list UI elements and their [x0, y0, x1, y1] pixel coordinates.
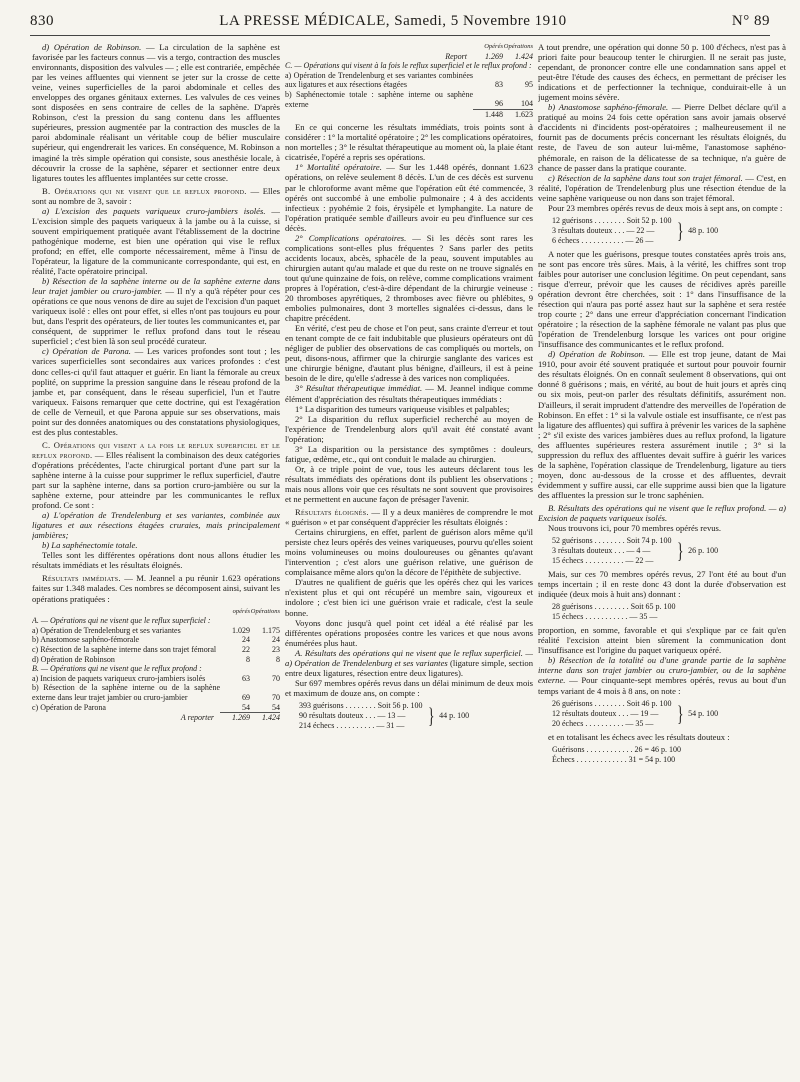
- column-1: [32, 42, 280, 1072]
- paragraph: 2° Complications opératoires. — Si les décès sont rares les complications sont-elles plus fréquentes ? Sans parler des petits accidents locaux, abcès, sphacèle de la peau, souvent imputables au chirurgien autant qu'au malade et que du reste on ne trouve signalés en tout qu'une quinzaine de fois, on relève, comme complications vraiment propres à l'opération, c'est-à-dire dépendant de la chirurgie veineuse : 20 thromboses apyrétiques, 2 thromboses avec fièvre ou phlébites, 9 embolies pulmonaires, dont 3 mortelles signalées ci-dessus, dans le chapitre précédent.: [285, 232, 533, 324]
- paragraph: d) Opération de Robinson. — Elle est trop jeune, datant de Mai 1910, pour avoir été souvent pratiquée et surtout pour pouvoir fournir des résultats éloignés. On en connaît seulement 8 observations, qui ont donné 8 guérisons ; mais, en vérité, au bout de huit jours et après cinq ou six mois, peut-on parler des résultats définitifs, assurément non. D'ailleurs, il serait imprudent d'attendre des merveilles de l'opération de Robinson. En effet : 1° si la valvule ostiale est insuffisante, ce n'est pas la ligature des affluentes) qui suffira à prévenir les varices de la saphène ; 2° s'il existe des varices jambières dues au reflux profond, la ligature des affluentes supérieures restera assurément inutile ; 3° si la suppression du reflux des affluentes devait suffire à guérir les varices de la saphène, l'opération classique de Trendelenburg, ligature au tiers moyen, donc au-dessous de la crosse et des affluentes, devrait évidemment y suffire aussi, car elle supprime aussi bien que la ligature des affluentes la pression sur le tronc saphénien.: [538, 349, 786, 500]
- paragraph: Pour 23 membres opérés revus de deux mois à sept ans, on compte :: [548, 202, 783, 213]
- table-total: A reporter 1.269 1.424: [180, 713, 280, 723]
- section-c: C. Opérations qui visent a la fois le reflux superficiel et le reflux profond. — Elles réalisent la combinaison des deux catégories d'opérations précédentes, l'acte chirurgical portant d'une part sur la saphène interne à la cuisse pour supprimer le reflux superficiel, d'autre part sur la saphène interne, dans sa portion cruro-jambière ou sur la saphène externe, pour atteindre par les communicantes le reflux profond. Ce sont :: [32, 439, 280, 511]
- paragraph: proportion, en somme, favorable et qui s'explique par ce fait qu'en réalité l'excision atteint bien sûrement la communication dont l'insuffisance est l'origine du paquet variqueux opéré.: [538, 625, 786, 656]
- results-block: 26 guérisons . . . . . . . . Soit 46 p. 100 12 résultats douteux . . . — 19 — 20 échecs . . . . . . . . . . — 35 — } 54 p. 100: [552, 698, 719, 728]
- section-deep-reflux-results: B. Résultats des opérations qui ne visent que le reflux profond. — a) Excision de paquets variqueux isolés.: [538, 502, 786, 524]
- paragraph: c) Résection de la saphène dans tout son trajet fémoral. — C'est, en réalité, l'opération de Trendelenburg plus une résection étendue de la veine saphène variqueuse ou non dans son trajet fémoral.: [538, 172, 786, 203]
- paragraph: b) Résection de la totalité ou d'une grande partie de la saphène interne dans son trajet jambier ou cruro-jambier, ou de la saphène externe. — Pour cinquante-sept membres opérés, revus au bout d'un temps variant de 4 mois à 8 ans, on note :: [538, 655, 786, 696]
- paragraph: 3° Résultat thérapeutique immédiat. — M. Jeannel indique comme élément d'appréciation des résultats thérapeutiques immédiats :: [285, 383, 533, 404]
- table-row: a) Opération de Trendelenburg et ses variantes 1.029 1.175: [32, 625, 280, 635]
- paragraph: 1° La disparition des tumeurs variqueuse visibles et palpables;: [295, 403, 510, 414]
- header-rule: [30, 35, 770, 36]
- results-block: 52 guérisons . . . . . . . . Soit 74 p. 100 3 résultats douteux . . . — 4 — 15 échecs . . . . . . . . . . — 22 — } 26 p. 100: [552, 536, 719, 566]
- section-b: B. Opérations qui ne visent que le reflux profond. — Elles sont au nombre de 3, savoir :: [32, 185, 280, 206]
- paragraph: Sur 697 membres opérés revus dans un délai minimum de deux mois et maximum de douze ans, on compte :: [285, 677, 533, 698]
- paragraph: a) L'opération de Trendelenburg et ses variantes, combinée aux ligatures et aux résections étagées cruraies, mais principalement jambières;: [32, 510, 280, 541]
- paragraph: a) L'excision des paquets variqueux cruro-jambiers isolés. — L'excision simple des paquets variqueux à la jambe ou à la cuisse, si souvent empiriquement pratiquée avant l'établissement de la doctrine pathogénique moderne, est bien une opération qui vise le reflux profond; en effet, elle comporte nécessairement, même à l'insu de l'opérateur, la ligature de la communicante correspondante, qui est, en réalité, l'acte opératoire principal.: [32, 205, 280, 277]
- paragraph: A noter que les guérisons, presque toutes constatées après trois ans, ne sont pas encore très sûres. Mais, à la vérité, les chiffres sont trop faibles pour autoriser une conclusion légitime. On peut cependant, sans risque d'erreur, prévoir que les causes de récidives après pareille opération devront être cherchées, soit : 1° dans l'insuffisance de la résection qui n'aura pas porté assez haut sur la saphène et sera restée trop courte ; 2° dans une erreur d'appréciation concernant l'indication opératoire ; la résection de la saphène fémorale ne valant pas plus que l'opération de Trendelenburg lorsque les varices ont pour origine l'insuffisance des communicantes et le reflux profond.: [538, 248, 786, 350]
- results-block: 393 guérisons . . . . . . . . Soit 56 p. 100 90 résultats douteux . . . — 13 — 214 échecs . . . . . . . . . . — 31 — } 44 p. 100: [299, 700, 470, 730]
- paragraph: A tout prendre, une opération qui donne 50 p. 100 d'échecs, n'est pas à priori faite pour beaucoup tenter le chirurgien. Il ne serait pas juste, cependant, de prononcer contre elle une condamnation sans appel et peut-être l'étude des causes des échecs, en permettant de préciser les indications et de perfectionner la technique, conduirait-elle à un jugement moins sévère.: [538, 42, 786, 103]
- paragraph: Voyons donc jusqu'à quel point cet idéal a été réalisé par les différentes opérations proposées contre les varices et que nous avons énumérées plus haut.: [285, 617, 533, 648]
- paragraph: Certains chirurgiens, en effet, parlent de guérison alors même qu'il persiste chez leurs opérés des veines variqueuses, pourvu qu'elles soient moins volumineuses ou moins douloureuses ou gênantes qu'avant l'intervention ; c'est alors une guérison relative, une guérison de complaisance même alors qu'on la décore de l'épithète de subjective.: [285, 527, 533, 578]
- section-immediate-results: Résultats immédiats. — M. Jeannel a pu réunir 1.623 opérations faites sur 1.348 malades. Ces nombres se décomposent ainsi, suivant les opérations pratiquées :: [32, 573, 280, 604]
- paragraph: Nous trouvons ici, pour 70 membres opérés revus.: [548, 523, 722, 534]
- paragraph: b) Résection de la saphène interne ou de la saphène externe dans leur trajet jambier ou cruro-jambier. — Il n'y a qu'à répéter pour ces opérations ce que nous venons de dire au sujet de l'excision d'un paquet variqueux isolé : elles ont pour effet, si elles n'ont pas toujours eu pour but, dans l'esprit des opérateurs, de lier toutes les communicantes et, par conséquent, de supprimer le reflux profond dans tout le réseau superficiel ; c'est bien là son seul procédé curateur.: [32, 276, 280, 347]
- issue-number: N° 89: [731, 12, 770, 29]
- table-row: c) Opération de Parona 54 54: [32, 702, 280, 713]
- table-row: a) Opération de Trendelenburg et ses variantes combinées aux ligatures et aux résections étagées 83 95: [285, 70, 533, 90]
- paragraph: 1° Mortalité opératoire. — Sur les 1.448 opérés, donnant 1.623 opérations, on relève seulement 8 décès. L'un de ces décès est survenu par le chloroforme avant même que l'opération eût été commencée, 3 opérés ont succombé à une embolie pulmonaire ; 4 à des accidents infectieux : pyohémie 2 fois, érysipèle et lymphangite. La nature de l'opération pratiquée semble d'ailleurs avoir eu peu d'influence sur ces décès.: [285, 162, 533, 233]
- page-header: [30, 10, 770, 32]
- column-2: [285, 42, 533, 1072]
- paragraph: En vérité, c'est peu de chose et l'on peut, sans crainte d'erreur et tout en tenant compte de ce fait indubitable que plusieurs opérateurs ont dû négliger de publier des observations de cas compliqués ou mortels, on peut, disons-nous, affirmer que la chirurgie sanglante des varices est une chirurgie bénigne, d'autant plus bénigne, d'ailleurs, il est à peine besoin de le dire, qu'elle s'adresse à des varices non compliquées.: [285, 323, 533, 384]
- paragraph: Mais, sur ces 70 membres opérés revus, 27 l'ont été au bout d'un temps incertain ; il en reste donc 43 dont la durée d'observation est indiquée (deux mois à huit ans) donnant :: [538, 569, 786, 600]
- page-number: 830: [30, 12, 54, 29]
- paragraph: b) La saphénectomie totale.: [42, 540, 138, 551]
- table-row: a) Incision de paquets variqueux cruro-jambiers isolés 63 70: [32, 673, 280, 683]
- table-row: d) Opération de Robinson 8 8: [32, 654, 280, 664]
- paragraph: et en totalisant les échecs avec les résultats douteux :: [548, 731, 730, 742]
- paragraph: d) Opération de Robinson. — La circulation de la saphène est favorisée par les facteurs connus — vis a tergo, contraction des muscles environnants, disposition des valvules — ; elle est contrariée, empêchée par les veines affluentes qui viennent se jeter sur la crosse de cette veine, veines superficielles de la paroi abdominale et celles des enveloppes des organes génitaux externes. Les valvules de ces veines sont disposées en sens contraire de celles de la saphène. D'après Robinson, c'est la pression du sang contenu dans les affluentes supérieures, pression augmentée par la contraction des muscles de la paroi abdominale réalisant un véritable coup de bélier musculaire supérieur, qui engendrerait les varices. En conséquence, M. Robinson a imaginé la très simple opération qui consiste, sous anesthésie locale, à découvrir la crosse de la saphène, séparer et sectionner entre deux ligatures toutes les affluentes implantées sur cette crosse.: [32, 42, 280, 183]
- paragraph: En ce qui concerne les résultats immédiats, trois points sont à considérer : 1° la mortalité opératoire ; 2° les complications opératoires, non mortelles ; 3° le résultat thérapeutique au moment où, la plaie étant cicatrisée, l'opéré a repris ses opérations.: [285, 122, 533, 163]
- results-block: 12 guérisons . . . . . . . . Soit 52 p. 100 3 résultats douteux . . . — 22 — 6 échecs . . . . . . . . . . . — 26 — } 48 p. 100: [552, 215, 719, 245]
- table-row: b) Résection de la saphène interne ou de la saphène externe dans leur trajet jambier ou cruro-jambier 69 70: [32, 683, 280, 702]
- operations-table-continued: Opérés Opérations Report 1.269 1.424 C. — Opérations qui visent à la fois le reflux superficiel et le reflux profond : a) Opération de Trendelenburg et ses variantes combinées aux ligatures et aux résections étagées 83 95 b) Saphénectomie totale : saphène interne ou saphène externe 96 104 1.448 1.623: [285, 43, 533, 119]
- table-row: c) Résection de la saphène interne dans son trajet fémoral 22 23: [32, 644, 280, 654]
- operations-table: opérés Opérations A. — Opérations qui ne visent que le reflux superficiel : a) Opération de Trendelenburg et ses variantes 1.029 1.175 b) Anastomose saphéno-fémorale 24 24 c) Résection de la saphène interne dans son trajet fémoral 22 23 d) Opération de Robinson 8 8 B. — Opérations qui ne visent que le reflux profond : a) Incision de paquets variqueux cruro-jambiers isolés 63 70 b) Résection de la saphène interne ou de la saphène externe dans leur trajet jambier ou cruro-jambier 69 70 c) Opération de Parona 54 54 A reporter 1.269 1.424: [32, 607, 280, 723]
- table-row: b) Saphénectomie totale : saphène interne ou saphène externe 96 104: [285, 89, 533, 109]
- paragraph: 2° La disparition du reflux superficiel recherché au moyen de l'expérience de Trendelenburg alors qu'il avait été constaté avant l'opération;: [285, 413, 533, 444]
- paragraph: 3° La disparition ou la persistance des symptômes : douleurs, fatigue, œdème, etc., qui ont conduit le malade au chirurgien.: [285, 443, 533, 464]
- paragraph: b) Anastomose saphéno-fémorale. — Pierre Delbet déclare qu'il a pratiqué au moins 24 fois cette opération sans avoir jamais observé d'accidents ni d'incidents post-opératoires ; malheureusement il ne fournit pas de documents précis concernant les résultats éloignés, du reste, de l'aveu de son auteur lui-même, l'anastomose saphéno-phémorale, en raison de la délicatesse de sa technique, n'a guère de chance de passer dans la pratique courante.: [538, 102, 786, 173]
- table-row: b) Anastomose saphéno-fémorale 24 24: [32, 635, 280, 645]
- paragraph: c) Opération de Parona. — Les varices profondes sont tout ; les varices superficielles sont secondaires aux varices profondes : c'est donc celles-ci qu'il faut attaquer et guérir. En liant la fémorale au creux poplité, on supprime la pression sanguine dans le réseau profond de la jambe et, par conséquent, dans le réseau superficiel, l'un et l'autre variqueux. Faisons remarquer que cette doctrine, qui est l'exagération de celle de Verneuil, et que Parona appuie sur ses observations, mais point sur des données anatomiques ou des constatations physiologiques, est des plus contestables.: [32, 346, 280, 437]
- column-3: [538, 42, 786, 1072]
- paragraph: Or, à ce triple point de vue, tous les auteurs déclarent tous les résultats immédiats des opérations dont ils publient les observations ; mais nous allons voir que ces résultats ne sont souvent que provisoires et ne permettent en aucune façon de présager l'avenir.: [285, 463, 533, 504]
- paragraph: A. Résultats des opérations qui ne visent que le reflux superficiel. — a) Opération de Trendelenburg et ses variantes (ligature simple, section entre deux ligatures, résection entre deux ligatures).: [285, 647, 533, 678]
- journal-title: LA PRESSE MÉDICALE, Samedi, 5 Novembre 1910: [219, 12, 567, 29]
- results-block: 28 guérisons . . . . . . . . . Soit 65 p. 100 15 échecs . . . . . . . . . . . — 35 —: [552, 602, 676, 622]
- table-total: 1.448 1.623: [285, 109, 533, 119]
- section-late-results: Résultats éloignés. — Il y a deux manières de comprendre le mot « guérison » et par conséquent d'apprécier les résultats éloignés :: [285, 507, 533, 528]
- paragraph: Telles sont les différentes opérations dont nous allons étudier les résultats immédiats et les résultats éloignés.: [32, 550, 280, 571]
- table-row: Report 1.269 1.424: [445, 51, 533, 61]
- results-block: Guérisons . . . . . . . . . . . . 26 = 46 p. 100 Échecs . . . . . . . . . . . . . 31 = 54 p. 100: [552, 744, 681, 764]
- paragraph: D'autres ne qualifient de guéris que les opérés chez qui les varices n'existent plus et qui ont récupéré un membre sain, vigoureux et indolore ; c'est bien ici une guérison vraie et radicale, c'est la seule bonne.: [285, 577, 533, 618]
